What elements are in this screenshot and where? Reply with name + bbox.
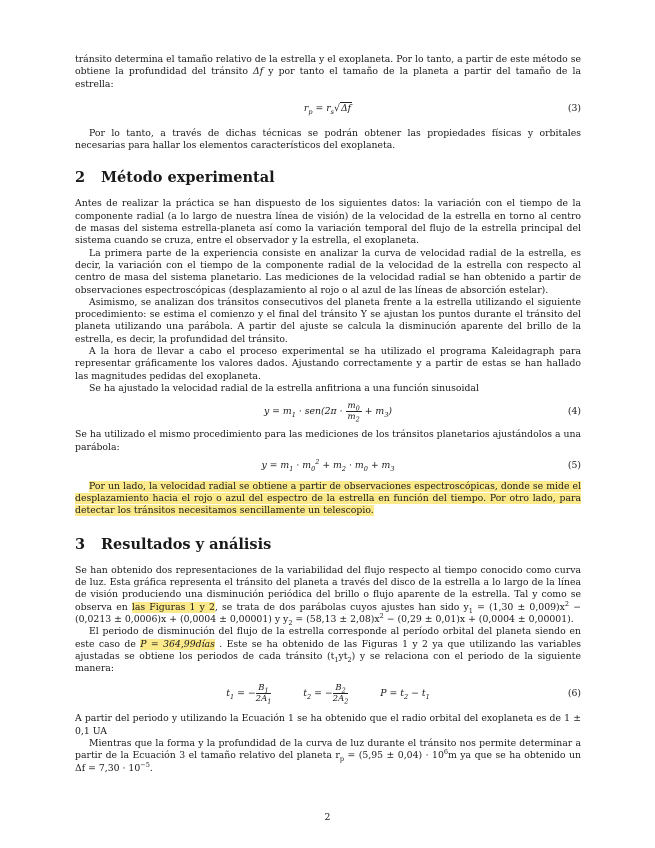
- equation-4: $y = m_1 \cdot sen(2\pi$ · $\frac{m_0}{m_2}$ + $m_3$) (4): [263, 401, 581, 424]
- section-2-paragraph-6: Se ha utilizado el mismo procedimiento para las mediciones de los tránsitos planetarios ajustándolos a una parábola:: [75, 429, 581, 453]
- section-3-paragraph-2: El periodo de disminución del flujo de la estrella corresponde al período orbital del planeta siendo en este caso de P = 364,99días . Este se ha obtenido de las Figuras 1 y 2 ya que utilizando las variables ajustadas se obtiene los periodos de cada tránsito $(t_1yt_2)$ y se relaciona con el periodo de la siguiente manera:: [75, 626, 581, 675]
- section-3-heading: 3 Resultados y análisis: [75, 535, 272, 553]
- section-2-paragraph-5: Se ha ajustado la velocidad radial de la estrella anfitriona a una función sinusoidal: [89, 382, 479, 394]
- equation-6: $t_1$ = − $\frac{B_1}{2A_1}$ $t_2$ = − $\frac{B_2}{2A_2}$ $P = t_2 - t_1$ (6): [75, 679, 581, 709]
- equation-4-tag: (4): [567, 406, 581, 418]
- intro-paragraph-2: Por lo tanto, a través de dichas técnicas se podrán obtener las propiedades físicas y orbitales necesarias para hallar los elementos característicos del exoplaneta.: [75, 127, 581, 152]
- section-3-paragraph-3: A partir del periodo y utilizando la Ecuación 1 se ha obtenido que el radio orbital del exoplaneta es de 1 ± 0,1 UA: [75, 713, 581, 737]
- section-2-paragraph-2: La primera parte de la experiencia consiste en analizar la curva de velocidad radial de la estrella, es decir, la variación con el tiempo de la componente radial de la velocidad de la estrella con respecto al centro de masa del sistema planetario. Las mediciones de la velocidad radial se han obtenido a partir de observaciones espectroscópicas (desplazamiento al rojo o al azul de las líneas de absorción estelar).: [75, 247, 581, 296]
- highlighted-paragraph: [75, 481, 581, 518]
- section-3-paragraph-1: Se han obtenido dos representaciones de la variabilidad del flujo respecto al tiempo conocido como curva de luz. Esta gráfica representa el tránsito del planeta a través del disco de la estrella a lo largo de la línea de visión produciendo una disminución periódica del brillo o flujo aparente de la estrella. Tal y como se observa en las Figuras 1 y 2, se trata de dos parábolas cuyos ajustes han sido $y_1 = (1,30 \pm 0,009)x^2 - (0,0213 \pm 0,0006)x + (0,0004 \pm 0,00001)$ y $y_2 = (58,13 \pm 2,08)x^2 - (0,29 \pm 0,01)x + (0,0004 \pm 0,00001)$.: [75, 564, 581, 627]
- highlight-figures: las Figuras 1 y 2: [131, 601, 215, 613]
- section-2-paragraph-1: Antes de realizar la práctica se han dispuesto de los siguientes datos: la variación con el tiempo de la componente radial (a lo largo de nuestra línea de visión) de la velocidad de la estrella en torno al centro de masas del sistema estrella-planeta así como la variación temporal del flujo de la estrella principal del sistema cuando se cruza, entre el observador y la estrella, el exoplaneta.: [75, 198, 581, 247]
- equation-6-tag: (6): [567, 688, 581, 700]
- page-number: 2: [324, 812, 331, 823]
- equation-5: $y = m_1 \cdot m_0^2 + m_2 \cdot m_0 + m_3$ (5): [75, 457, 581, 475]
- section-2-heading: 2 Método experimental: [75, 169, 275, 187]
- equation-3-tag: (3): [567, 102, 581, 114]
- equation-5-tag: (5): [567, 459, 581, 471]
- highlight-period: P = 364,99días: [140, 638, 215, 650]
- equation-3: $r_p = r_s√\Delta f$ (3): [75, 100, 581, 118]
- section-3-paragraph-4: Mientras que la forma y la profundidad de la curva de luz durante el tránsito nos permite determinar a partir de la Ecuación 3 el tamaño relativo del planeta $r_p = (5,95 \pm 0,04) \cdot 10^6m$ ya que se ha obtenido un $\Delta f = 7,30 \cdot 10^{-5}$.: [75, 737, 581, 774]
- section-2-paragraph-4: A la hora de llevar a cabo el proceso experimental se ha utilizado el programa Kaleidagraph para representar gráficamente los valores dados. Ajustando correctamente y a partir de estas se han hallado las magnitudes pedidas del exoplaneta.: [75, 346, 581, 382]
- section-2-paragraph-3: Asimismo, se analizan dos tránsitos consecutivos del planeta frente a la estrella utilizando el siguiente procedimiento: se estima el comienzo y el final del tránsito Y se ajustan los puntos durante el tránsito del planeta utilizando una parábola. A partir del ajuste se calcula la disminución aparente del brillo de la estrella, es decir, la profundidad del tránsito.: [75, 296, 581, 345]
- page-content: [75, 54, 581, 775]
- intro-paragraph: tránsito determina el tamaño relativo de la estrella y el exoplaneta. Por lo tanto, a partir de este método se obtiene la profundidad del tránsito Δf y por tanto el tamaño de la planeta a partir del tamaño de la estrella:: [75, 54, 581, 90]
- highlight-annotation: Por un lado, la velocidad radial se obtiene a partir de observaciones espectroscópicas, donde se mide el desplazamiento hacia el rojo o azul del espectro de la estrella en función del tiempo. Por otro lado, para detectar los tránsitos necesitamos sencillamente un telescopio.: [75, 480, 581, 517]
